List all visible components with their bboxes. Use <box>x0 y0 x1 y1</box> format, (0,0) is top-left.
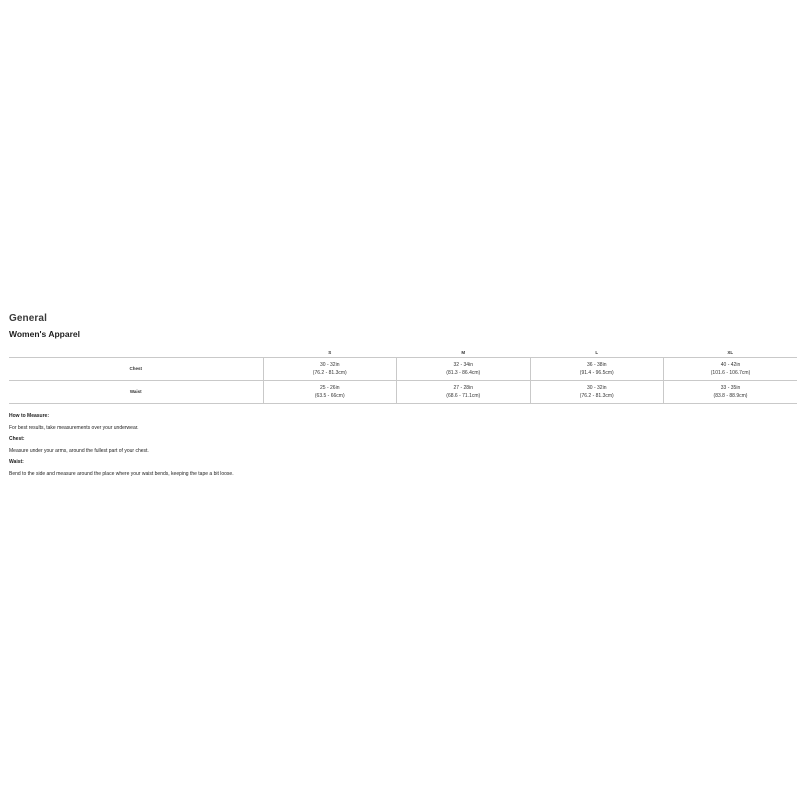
chest-l-in: 36 - 38in <box>587 362 607 368</box>
size-header-s: S <box>328 350 332 355</box>
chest-s-cm: (76.2 - 81.3cm) <box>312 370 347 376</box>
size-header-m: M <box>461 350 466 355</box>
waist-xl-cell <box>664 381 798 404</box>
chest-m-cell <box>397 358 531 381</box>
chest-s-cell <box>263 358 397 381</box>
section-title: General <box>9 313 47 324</box>
chest-l-cm: (91.4 - 96.5cm) <box>579 370 614 376</box>
size-header-xl: XL <box>727 350 734 355</box>
header-corner <box>9 348 263 358</box>
row-label-waist: Waist <box>9 381 263 404</box>
waist-l-cell <box>530 381 664 404</box>
waist-heading: Waist: <box>9 459 24 465</box>
chest-s-in: 30 - 32in <box>320 362 340 368</box>
size-header-row <box>9 348 797 358</box>
table-row-chest <box>9 358 797 381</box>
sub-title: Women's Apparel <box>9 329 80 339</box>
chest-l-cell <box>530 358 664 381</box>
chest-text: Measure under your arms, around the fullest part of your chest. <box>9 448 149 454</box>
row-label-chest: Chest <box>9 358 263 381</box>
chest-xl-cm: (101.6 - 106.7cm) <box>710 370 751 376</box>
measure-guide <box>9 413 797 477</box>
waist-m-in: 27 - 28in <box>453 385 473 391</box>
waist-m-cm: (68.6 - 71.1cm) <box>446 393 481 399</box>
waist-l-cm: (76.2 - 81.3cm) <box>579 393 614 399</box>
chest-m-in: 32 - 34in <box>453 362 473 368</box>
size-table <box>9 348 797 404</box>
table-row-waist <box>9 381 797 404</box>
waist-l-in: 30 - 32in <box>587 385 607 391</box>
waist-m-cell <box>397 381 531 404</box>
waist-s-in: 25 - 26in <box>320 385 340 391</box>
waist-xl-in: 33 - 35in <box>720 385 741 391</box>
chest-xl-in: 40 - 42in <box>720 362 741 368</box>
chest-xl-cell <box>664 358 798 381</box>
size-guide <box>9 313 797 482</box>
chest-m-cm: (81.3 - 86.4cm) <box>446 370 481 376</box>
how-to-measure-heading: How to Measure: <box>9 413 50 419</box>
waist-s-cm: (63.5 - 66cm) <box>314 393 345 399</box>
how-to-measure-text: For best results, take measurements over your underwear. <box>9 425 139 431</box>
waist-text: Bend to the side and measure around the place where your waist bends, keeping the tape a bit loose. <box>9 471 234 477</box>
size-header-l: L <box>595 350 599 355</box>
waist-xl-cm: (83.8 - 88.9cm) <box>713 393 748 399</box>
chest-heading: Chest: <box>9 436 25 442</box>
waist-s-cell <box>263 381 397 404</box>
